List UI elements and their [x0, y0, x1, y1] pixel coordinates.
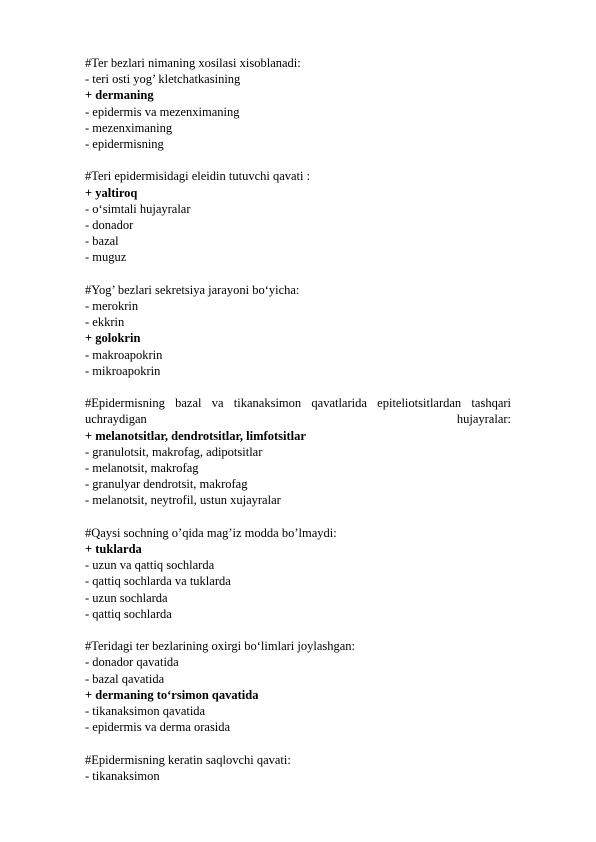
correct-answer-option: + tuklarda	[85, 542, 142, 557]
answer-option: - o‘simtali hujayralar	[85, 201, 191, 216]
answer-option: - teri osti yog’ kletchatkasining	[85, 72, 241, 87]
answer-option: - tikanaksimon	[85, 768, 160, 783]
answer-option: - qattiq sochlarda va tuklarda	[85, 574, 231, 589]
answer-option: - makroapokrin	[85, 347, 163, 362]
answer-option: - granulyar dendrotsit, makrofag	[85, 477, 248, 492]
answer-option: - epidermisning	[85, 137, 164, 152]
question-block	[85, 395, 511, 508]
document-page	[85, 55, 511, 800]
answer-option: - mezenximaning	[85, 120, 173, 135]
answer-option: - bazal	[85, 234, 119, 249]
answer-option: - qattiq sochlarda	[85, 606, 172, 621]
answer-option: - tikanaksimon qavatida	[85, 704, 206, 719]
answer-option: - donador	[85, 218, 134, 233]
answer-option: - uzun va qattiq sochlarda	[85, 558, 215, 573]
answer-option: - bazal qavatida	[85, 671, 165, 686]
question-block	[85, 55, 511, 152]
answer-option: - ekkrin	[85, 315, 125, 330]
question-block	[85, 638, 511, 735]
question-block	[85, 282, 511, 379]
question-text: #Yog’ bezlari sekretsiya jarayoni bo‘yicha:	[85, 282, 300, 297]
answer-option: - epidermis va mezenximaning	[85, 104, 240, 119]
question-text: #Teri epidermisidagi eleidin tutuvchi qavati :	[85, 169, 311, 184]
answer-option: - uzun sochlarda	[85, 590, 168, 605]
answer-option: - muguz	[85, 250, 127, 265]
question-text: #Ter bezlari nimaning xosilasi xisoblanadi:	[85, 56, 301, 70]
question-text: #Epidermisning bazal va tikanaksimon qavatlarida epiteliotsitlardan tashqari uchraydigan hujayralar:	[85, 396, 511, 427]
question-text: #Epidermisning keratin saqlovchi qavati:	[85, 752, 291, 767]
correct-answer-option: + dermaning to‘rsimon qavatida	[85, 687, 259, 702]
answer-option: - merokrin	[85, 299, 139, 314]
question-block	[85, 168, 511, 265]
answer-option: - granulotsit, makrofag, adipotsitlar	[85, 444, 263, 459]
question-text: #Teridagi ter bezlarining oxirgi bo‘limlari joylashgan:	[85, 639, 356, 654]
answer-option: - donador qavatida	[85, 655, 179, 670]
correct-answer-option: + melanotsitlar, dendrotsitlar, limfotsitlar	[85, 428, 306, 443]
correct-answer-option: + dermaning	[85, 88, 154, 103]
answer-option: - melanotsit, makrofag	[85, 461, 199, 476]
answer-option: - melanotsit, neytrofil, ustun xujayralar	[85, 493, 281, 508]
question-block	[85, 525, 511, 622]
correct-answer-option: + yaltiroq	[85, 185, 138, 200]
question-text: #Qaysi sochning o’qida mag’iz modda bo’lmaydi:	[85, 525, 337, 540]
question-block	[85, 752, 511, 784]
answer-option: - mikroapokrin	[85, 363, 161, 378]
answer-option: - epidermis va derma orasida	[85, 720, 231, 735]
correct-answer-option: + golokrin	[85, 331, 141, 346]
